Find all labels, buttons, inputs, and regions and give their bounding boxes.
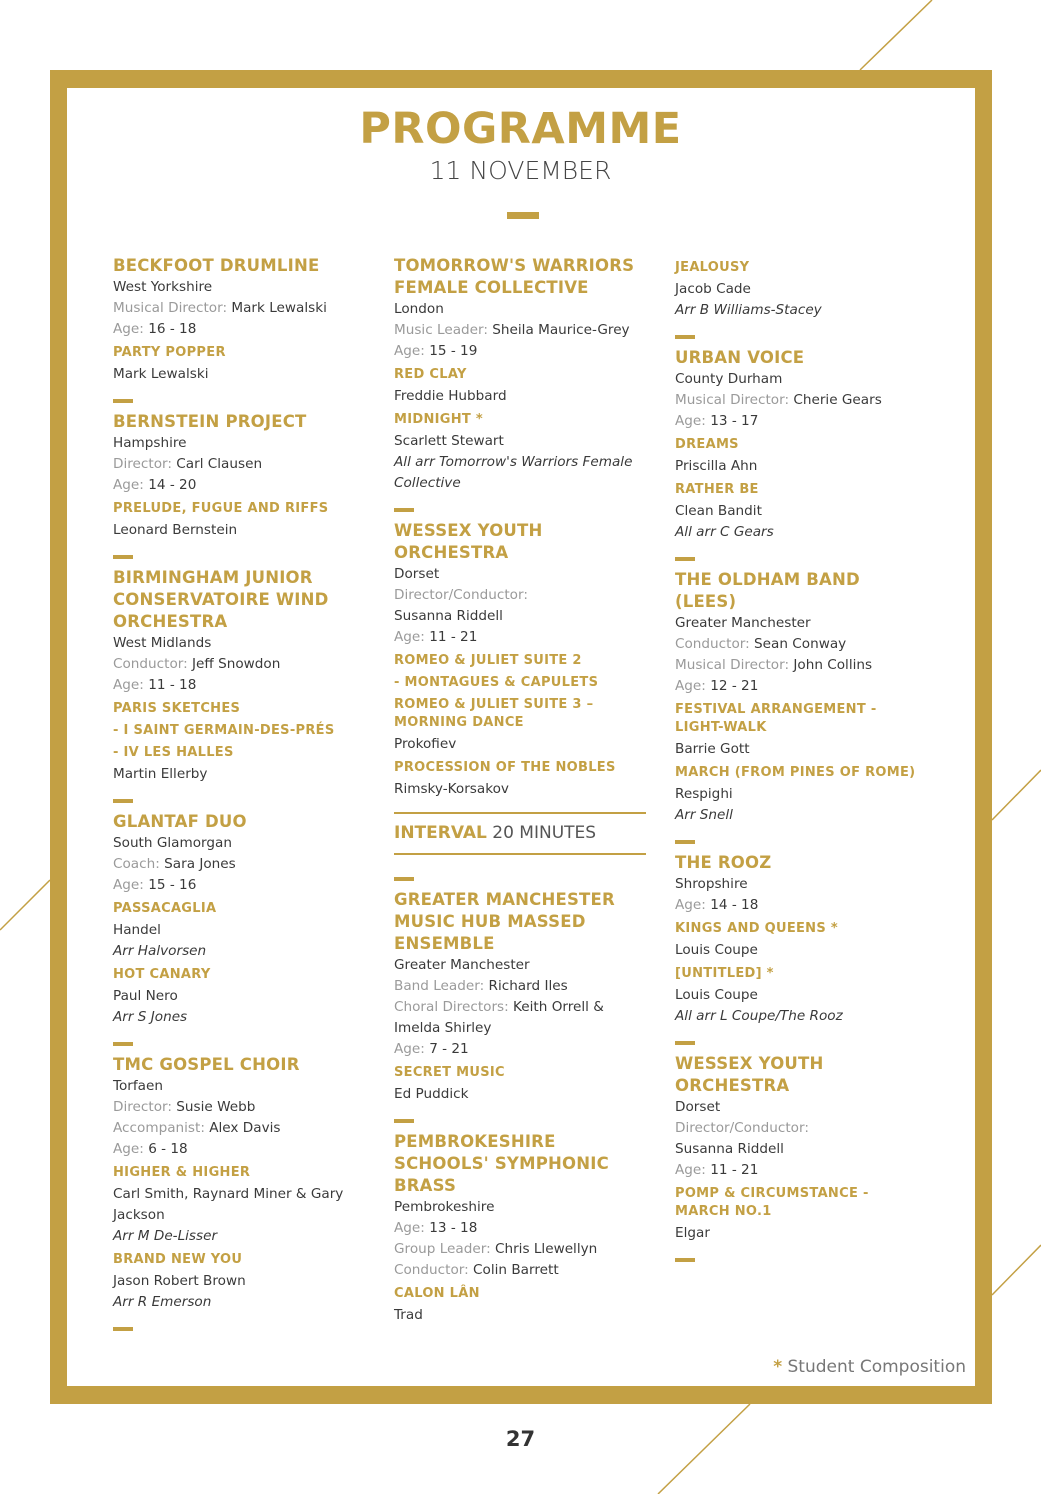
detail-value: 15 - 16 xyxy=(148,877,197,893)
detail-line: Rimsky-Korsakov xyxy=(394,781,509,797)
piece-title: POMP & CIRCUMSTANCE - MARCH NO.1 xyxy=(675,1186,869,1219)
detail-line: Greater Manchester xyxy=(394,957,530,973)
detail-label: Age: xyxy=(394,629,430,645)
ensemble-entry xyxy=(113,411,365,496)
detail-value: Sean Conway xyxy=(754,636,847,652)
detail-line: Ed Puddick xyxy=(394,1086,469,1102)
detail-label: Age: xyxy=(394,1041,430,1057)
piece-title: ROMEO & JULIET SUITE 3 – MORNING DANCE xyxy=(394,697,594,730)
piece-title: PASSACAGLIA xyxy=(113,901,217,916)
piece-entry xyxy=(675,701,927,760)
labelled-detail xyxy=(113,654,365,675)
piece-entry xyxy=(113,700,365,718)
ensemble-entry xyxy=(394,520,646,648)
piece-title: PROCESSION OF THE NOBLES xyxy=(394,760,616,775)
labelled-detail xyxy=(675,895,927,916)
labelled-detail xyxy=(113,675,365,696)
detail-label: Age: xyxy=(113,321,149,337)
detail-value: Mark Lewalski xyxy=(231,300,327,316)
detail-label: Choral Directors: xyxy=(394,999,514,1015)
ensemble-name: THE ROOZ xyxy=(675,853,772,872)
labelled-detail xyxy=(675,411,927,432)
detail-line: Jason Robert Brown xyxy=(113,1273,246,1289)
piece-entry xyxy=(675,764,927,826)
section-divider xyxy=(113,399,133,403)
labelled-detail xyxy=(113,1139,365,1160)
piece-entry xyxy=(394,696,646,755)
detail-value: Alex Davis xyxy=(209,1120,281,1136)
detail-line: Torfaen xyxy=(113,1078,163,1094)
labelled-detail xyxy=(394,627,646,648)
detail-label: Conductor: xyxy=(394,1262,474,1278)
labelled-detail xyxy=(394,1239,646,1260)
detail-value: Sara Jones xyxy=(164,856,236,872)
piece-entry xyxy=(675,920,927,961)
detail-value: John Collins xyxy=(793,657,873,673)
detail-label: Age: xyxy=(113,1141,149,1157)
piece-entry xyxy=(113,900,365,962)
piece-title: JEALOUSY xyxy=(675,260,750,275)
detail-label: Age: xyxy=(113,877,149,893)
piece-entry xyxy=(675,965,927,1027)
section-divider xyxy=(675,1258,695,1262)
ensemble-entry xyxy=(394,889,646,1060)
detail-line: Paul Nero xyxy=(113,988,178,1004)
arrangement-credit: Arr Snell xyxy=(675,807,733,823)
piece-entry xyxy=(394,759,646,800)
labelled-detail xyxy=(113,854,365,875)
detail-value: 14 - 20 xyxy=(148,477,197,493)
labelled-detail xyxy=(675,1118,927,1139)
detail-value: Chris Llewellyn xyxy=(494,1241,598,1257)
labelled-detail xyxy=(113,1097,365,1118)
detail-label: Director/Conductor: xyxy=(394,587,528,603)
page-number: 27 xyxy=(505,1427,536,1451)
ensemble-name: TOMORROW'S WARRIORS FEMALE COLLECTIVE xyxy=(394,256,635,297)
piece-entry xyxy=(113,1251,365,1313)
detail-label: Director: xyxy=(113,1099,177,1115)
detail-value: 16 - 18 xyxy=(148,321,197,337)
interval-duration: 20 MINUTES xyxy=(492,823,597,843)
arrangement-credit: All arr L Coupe/The Rooz xyxy=(675,1008,843,1024)
piece-title: BRAND NEW YOU xyxy=(113,1252,243,1267)
detail-label: Director: xyxy=(113,456,177,472)
piece-title: - MONTAGUES & CAPULETS xyxy=(394,675,599,690)
detail-value: Richard Iles xyxy=(488,978,568,994)
detail-line: Clean Bandit xyxy=(675,503,762,519)
detail-line: Louis Coupe xyxy=(675,942,758,958)
detail-line: South Glamorgan xyxy=(113,835,232,851)
labelled-detail xyxy=(675,634,927,655)
detail-value: 7 - 21 xyxy=(429,1041,469,1057)
section-divider xyxy=(394,1119,414,1123)
detail-label: Music Leader: xyxy=(394,322,493,338)
section-divider xyxy=(113,555,133,559)
piece-title: - IV LES HALLES xyxy=(113,745,234,760)
detail-line: Barrie Gott xyxy=(675,741,750,757)
detail-line: Leonard Bernstein xyxy=(113,522,238,538)
detail-label: Age: xyxy=(675,413,711,429)
detail-line: Hampshire xyxy=(113,435,187,451)
ensemble-entry xyxy=(675,347,927,432)
detail-line: Greater Manchester xyxy=(675,615,811,631)
detail-line: Respighi xyxy=(675,786,733,802)
labelled-detail xyxy=(675,390,927,411)
piece-title: FESTIVAL ARRANGEMENT - LIGHT-WALK xyxy=(675,702,877,735)
labelled-detail xyxy=(113,319,365,340)
title-underline xyxy=(507,212,539,219)
labelled-detail xyxy=(113,475,365,496)
ensemble-name: TMC GOSPEL CHOIR xyxy=(113,1055,300,1074)
piece-entry xyxy=(394,411,646,494)
labelled-detail xyxy=(394,320,646,341)
labelled-detail xyxy=(394,997,646,1039)
detail-label: Conductor: xyxy=(675,636,755,652)
detail-value: 12 - 21 xyxy=(710,678,759,694)
section-divider xyxy=(113,1042,133,1046)
detail-value: Sheila Maurice-Grey xyxy=(492,322,630,338)
ensemble-name: PEMBROKESHIRE SCHOOLS' SYMPHONIC BRASS xyxy=(394,1132,609,1195)
detail-label: Band Leader: xyxy=(394,978,489,994)
detail-value: 13 - 17 xyxy=(710,413,759,429)
labelled-detail xyxy=(675,1160,927,1181)
piece-title: KINGS AND QUEENS * xyxy=(675,921,838,936)
detail-value: Colin Barrett xyxy=(473,1262,559,1278)
detail-label: Musical Director: xyxy=(675,392,794,408)
detail-line: Carl Smith, Raynard Miner & Gary Jackson xyxy=(113,1186,344,1223)
piece-entry xyxy=(394,1064,646,1105)
detail-label: Age: xyxy=(675,678,711,694)
piece-entry xyxy=(113,500,365,541)
detail-line: Jacob Cade xyxy=(675,281,751,297)
detail-line: Martin Ellerby xyxy=(113,766,208,782)
detail-label: Accompanist: xyxy=(113,1120,210,1136)
piece-entry xyxy=(675,1185,927,1244)
piece-entry xyxy=(675,481,927,543)
detail-line: Elgar xyxy=(675,1225,710,1241)
piece-title: RATHER BE xyxy=(675,482,759,497)
detail-value: 11 - 21 xyxy=(429,629,478,645)
section-divider xyxy=(113,799,133,803)
detail-line: Scarlett Stewart xyxy=(394,433,504,449)
detail-label: Age: xyxy=(113,477,149,493)
detail-line: Handel xyxy=(113,922,161,938)
piece-title: SECRET MUSIC xyxy=(394,1065,505,1080)
ensemble-entry xyxy=(113,567,365,696)
section-divider xyxy=(113,1327,133,1331)
detail-line: Shropshire xyxy=(675,876,748,892)
ensemble-entry xyxy=(675,1053,927,1181)
ensemble-name: BIRMINGHAM JUNIOR CONSERVATOIRE WIND ORCHESTRA xyxy=(113,568,329,631)
programme-column-2 xyxy=(394,255,646,1326)
detail-label: Age: xyxy=(394,1220,430,1236)
detail-label: Coach: xyxy=(113,856,165,872)
arrangement-credit: All arr Tomorrow's Warriors Female Collective xyxy=(394,454,633,491)
piece-entry xyxy=(675,436,927,477)
labelled-detail xyxy=(675,676,927,697)
labelled-detail xyxy=(113,298,365,319)
detail-value: Cherie Gears xyxy=(793,392,882,408)
ensemble-entry xyxy=(113,255,365,340)
detail-line: Susanna Riddell xyxy=(394,608,503,624)
piece-title: CALON LÂN xyxy=(394,1286,480,1301)
piece-title: MARCH (FROM PINES OF ROME) xyxy=(675,765,916,780)
arrangement-credit: All arr C Gears xyxy=(675,524,774,540)
detail-label: Group Leader: xyxy=(394,1241,495,1257)
labelled-detail xyxy=(394,1218,646,1239)
ensemble-entry xyxy=(394,1131,646,1281)
labelled-detail xyxy=(675,655,927,676)
footnote xyxy=(773,1357,966,1377)
piece-entry xyxy=(394,652,646,670)
piece-title: MIDNIGHT * xyxy=(394,412,484,427)
programme-column-3 xyxy=(675,255,927,1270)
detail-line: Prokofiev xyxy=(394,736,457,752)
footnote-text: Student Composition xyxy=(787,1357,966,1377)
piece-title: RED CLAY xyxy=(394,367,467,382)
detail-line: Dorset xyxy=(394,566,440,582)
detail-value: 14 - 18 xyxy=(710,897,759,913)
arrangement-credit: Arr Halvorsen xyxy=(113,943,207,959)
detail-value: 15 - 19 xyxy=(429,343,478,359)
detail-label: Musical Director: xyxy=(113,300,232,316)
detail-label: Age: xyxy=(113,677,149,693)
detail-line: West Midlands xyxy=(113,635,212,651)
ensemble-name: BECKFOOT DRUMLINE xyxy=(113,256,320,275)
piece-title: HOT CANARY xyxy=(113,967,211,982)
section-divider xyxy=(675,557,695,561)
detail-line: London xyxy=(394,301,444,317)
detail-value: 11 - 18 xyxy=(148,677,197,693)
arrangement-credit: Arr M De-Lisser xyxy=(113,1228,218,1244)
piece-entry xyxy=(113,722,365,740)
detail-label: Age: xyxy=(675,1162,711,1178)
piece-title: - I SAINT GERMAIN-DES-PRÉS xyxy=(113,723,335,738)
labelled-detail xyxy=(113,1118,365,1139)
ensemble-name: BERNSTEIN PROJECT xyxy=(113,412,307,431)
detail-value: Jeff Snowdon xyxy=(192,656,281,672)
piece-entry xyxy=(113,744,365,785)
piece-title: ROMEO & JULIET SUITE 2 xyxy=(394,653,582,668)
ensemble-name: WESSEX YOUTH ORCHESTRA xyxy=(675,1054,824,1095)
footnote-star: * xyxy=(773,1357,783,1377)
piece-title: HIGHER & HIGHER xyxy=(113,1165,251,1180)
labelled-detail xyxy=(394,976,646,997)
ensemble-name: WESSEX YOUTH ORCHESTRA xyxy=(394,521,543,562)
labelled-detail xyxy=(394,1260,646,1281)
ensemble-entry xyxy=(113,1054,365,1160)
piece-entry xyxy=(394,366,646,407)
section-divider xyxy=(394,877,414,881)
ensemble-name: THE OLDHAM BAND (LEES) xyxy=(675,570,860,611)
labelled-detail xyxy=(394,585,646,606)
detail-line: Susanna Riddell xyxy=(675,1141,784,1157)
arrangement-credit: Arr B Williams-Stacey xyxy=(675,302,822,318)
section-divider xyxy=(675,335,695,339)
detail-line: Priscilla Ahn xyxy=(675,458,758,474)
arrangement-credit: Arr S Jones xyxy=(113,1009,188,1025)
piece-entry xyxy=(113,966,365,1028)
detail-line: Pembrokeshire xyxy=(394,1199,495,1215)
piece-entry xyxy=(394,674,646,692)
labelled-detail xyxy=(394,1039,646,1060)
detail-value: Carl Clausen xyxy=(176,456,263,472)
ensemble-entry xyxy=(675,852,927,916)
labelled-detail xyxy=(113,875,365,896)
detail-label: Director/Conductor: xyxy=(675,1120,809,1136)
interval-notice xyxy=(394,812,646,855)
detail-value: 6 - 18 xyxy=(148,1141,188,1157)
detail-value: Susie Webb xyxy=(176,1099,256,1115)
page-title: PROGRAMME xyxy=(359,104,682,154)
detail-line: West Yorkshire xyxy=(113,279,213,295)
detail-value: 13 - 18 xyxy=(429,1220,478,1236)
piece-title: PARTY POPPER xyxy=(113,345,226,360)
detail-line: Mark Lewalski xyxy=(113,366,209,382)
piece-title: PRELUDE, FUGUE AND RIFFS xyxy=(113,501,329,516)
labelled-detail xyxy=(394,341,646,362)
piece-entry xyxy=(675,259,927,321)
ensemble-entry xyxy=(675,569,927,697)
programme-column-1 xyxy=(113,255,365,1339)
detail-label: Conductor: xyxy=(113,656,193,672)
detail-line: Louis Coupe xyxy=(675,987,758,1003)
ensemble-entry xyxy=(394,255,646,362)
detail-value: 11 - 21 xyxy=(710,1162,759,1178)
piece-title: DREAMS xyxy=(675,437,739,452)
section-divider xyxy=(675,840,695,844)
ensemble-entry xyxy=(113,811,365,896)
detail-line: Trad xyxy=(394,1307,423,1323)
piece-title: [UNTITLED] * xyxy=(675,966,774,981)
detail-value: Keith Orrell & Imelda Shirley xyxy=(394,999,604,1036)
arrangement-credit: Arr R Emerson xyxy=(113,1294,212,1310)
piece-entry xyxy=(113,1164,365,1247)
piece-title: PARIS SKETCHES xyxy=(113,701,241,716)
labelled-detail xyxy=(113,454,365,475)
ensemble-name: URBAN VOICE xyxy=(675,348,805,367)
interval-label: INTERVAL xyxy=(394,823,487,843)
ensemble-name: GREATER MANCHESTER MUSIC HUB MASSED ENSEMBLE xyxy=(394,890,615,953)
detail-line: Freddie Hubbard xyxy=(394,388,507,404)
piece-entry xyxy=(394,1285,646,1326)
section-divider xyxy=(394,508,414,512)
detail-line: County Durham xyxy=(675,371,783,387)
detail-line: Dorset xyxy=(675,1099,721,1115)
page-date: 11 NOVEMBER xyxy=(429,156,612,185)
detail-label: Age: xyxy=(675,897,711,913)
piece-entry xyxy=(113,344,365,385)
ensemble-name: GLANTAF DUO xyxy=(113,812,247,831)
section-divider xyxy=(675,1041,695,1045)
detail-label: Musical Director: xyxy=(675,657,794,673)
detail-label: Age: xyxy=(394,343,430,359)
